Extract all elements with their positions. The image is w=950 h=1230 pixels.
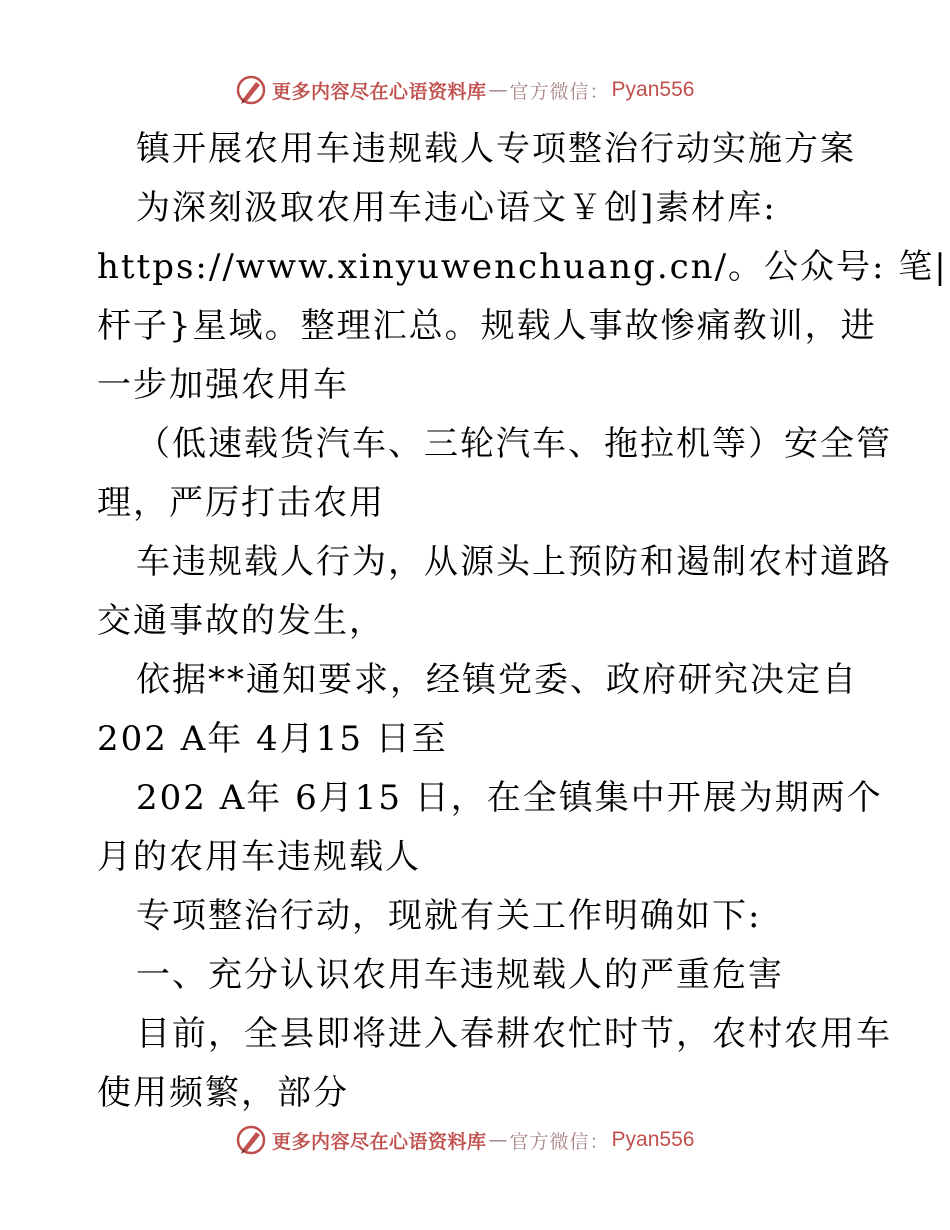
paragraph-line: 月的农用车违规载人 xyxy=(97,837,421,877)
pen-logo-icon xyxy=(234,73,268,107)
watermark-subtitle: 官方微信： xyxy=(509,80,610,103)
section-heading: 一、充分认识农用车违规载人的严重危害 xyxy=(136,955,784,995)
paragraph-line: 专项整治行动，现就有关工作明确如下: xyxy=(136,896,762,936)
watermark-wechat-id: Pyan556 xyxy=(611,1128,695,1151)
document-title: 镇开展农用车违规载人专项整治行动实施方案 xyxy=(136,129,856,169)
pen-logo-icon xyxy=(234,1123,268,1157)
document-body xyxy=(97,120,948,1123)
paragraph-line: 202 A年 6月15 日，在全镇集中开展为期两个 xyxy=(136,778,883,818)
paragraph-line: 依据**通知要求，经镇党委、政府研究决定自 xyxy=(136,660,858,700)
paragraph-line: （低速载货汽车、三轮汽车、拖拉机等）安全管 xyxy=(136,424,892,464)
watermark-subtitle: 官方微信： xyxy=(509,1130,610,1153)
watermark-title: 更多内容尽在心语资料库 xyxy=(272,80,487,103)
watermark-dash: — xyxy=(488,1129,508,1151)
paragraph-line: 交通事故的发生， xyxy=(97,601,385,641)
paragraph-line: 杆子}星域。整理汇总。规载人事故惨痛教训，进 xyxy=(97,306,877,346)
paragraph-line: 202 A年 4月15 日至 xyxy=(97,719,448,759)
footer-watermark xyxy=(234,1122,694,1158)
header-watermark xyxy=(234,72,694,108)
paragraph-line: 车违规载人行为，从源头上预防和遏制农村道路 xyxy=(136,542,892,582)
watermark-wechat-id: Pyan556 xyxy=(611,78,695,101)
paragraph-line: https://www.xinyuwenchuang.cn/。公众号: 笔| xyxy=(97,247,948,287)
paragraph-line: 一步加强农用车 xyxy=(97,365,349,405)
paragraph-line: 理，严厉打击农用 xyxy=(97,483,385,523)
watermark-title: 更多内容尽在心语资料库 xyxy=(272,1130,487,1153)
watermark-dash: — xyxy=(488,79,508,101)
paragraph-line: 为深刻汲取农用车违心语文￥创]素材库: xyxy=(136,188,777,228)
paragraph-line: 使用频繁，部分 xyxy=(97,1073,349,1113)
paragraph-line: 目前，全县即将进入春耕农忙时节，农村农用车 xyxy=(136,1014,892,1054)
